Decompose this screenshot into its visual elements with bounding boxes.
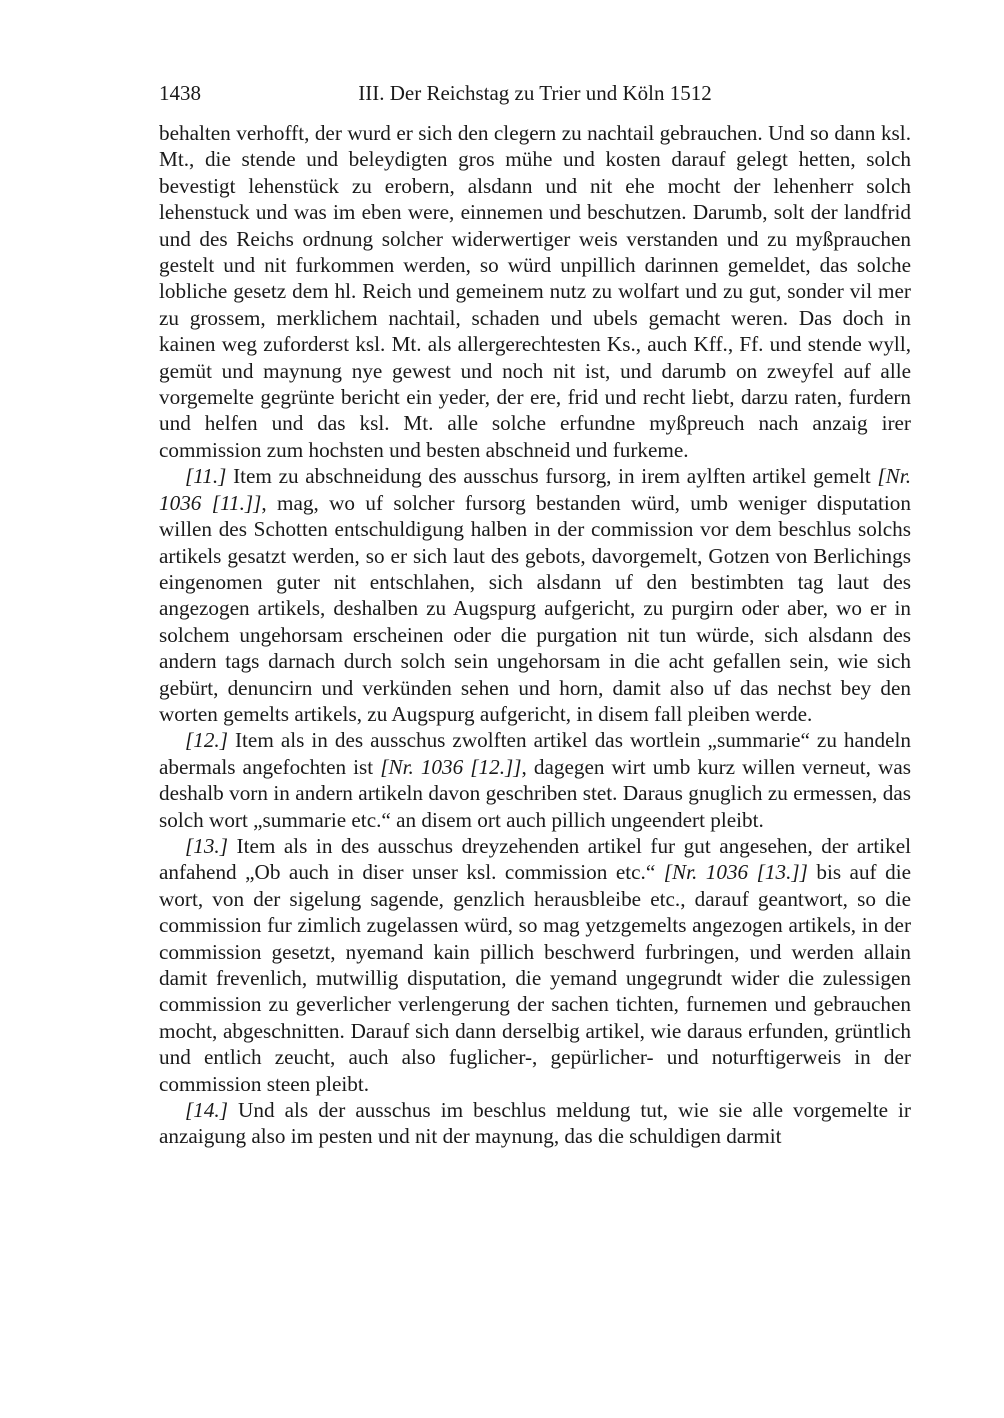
cross-reference: [Nr. 1036 [13.]] xyxy=(663,860,808,885)
paragraph-11 xyxy=(159,463,911,727)
paragraph-text: , dagegen wirt umb kurz willen verneut, was deshalb vorn in andern artikeln davon geschriben stet. Daraus gnuglich zu ermessen, das solch wort „summarie etc.“ an disem ort auch pillich ungeendert pleibt. xyxy=(159,754,911,832)
paragraph-text: behalten verhofft, der wurd er sich den clegern zu nachtail gebrauchen. Und so dann ksl. Mt., die stende und beleydigten gros mühe und kosten darauf gelegt hetten, solch bevestigt lehenstück zu erobern, alsdann und nit ehe mocht der lehenherr solch lehenstuck und was im eben were, einnemen und beschutzen. Darumb, solt der landfrid und des Reichs ordnung solcher widerwertiger weis verstanden und zu myßprauchen gestelt und nit furkommen werden, so würd unpillich darinnen gemeldet, das solche lobliche gesetz dem hl. Reich und gemeinem nutz zu wolfart und zu gut, sonder vil mer zu grossem, merklichem nachtail, schaden und ubels gemacht weren. Das doch in kainen weg zuforderst ksl. Mt. als allergerechtesten Ks., auch Kff., Ff. und stende wyll, gemüt und maynung nye gewest und noch nit ist, und darumb on zweyfel auf alle vorgemelte gegrünte bericht ein yeder, der ere, frid und recht liebt, darzu raten, furdern und helfen und das ksl. Mt. alle solche erfundne myßpreuch nach anzaig irer commission zum hochsten und besten abschneid und furkeme. xyxy=(159,121,911,462)
running-head xyxy=(159,78,911,108)
paragraph-text: Item als in des ausschus zwolften artikel das wortlein „summarie“ zu handeln abermals angefochten ist xyxy=(159,728,911,779)
paragraph-text: , mag, wo uf solcher fursorg bestanden würd, umb weniger disputation willen des Schotten entschuldigung halben in der commission vor dem beschlus solchs artikels gesatzt werden, so er sich laut des gebots, davorgemelt, Gotzen von Berlichings eingenomen guter nit entschlahen, sich alsdann uf den bestimbten tag laut des angezogen artikels, deshalben zu Augspurg aufgericht, zu purgirn oder aber, wo er in solchem ungehorsam erscheinen oder die purgation nit tun würde, sich alsdann des andern tags darnach durch solch sein ungehorsam in die acht gefallen sein, wie sich gebürt, denuncirn und verkünden sehen und horn, damit also uf das nechst bey den worten gemelts artikels, zu Augspurg aufgericht, in disem fall pleiben werde. xyxy=(159,490,911,726)
paragraph-text: Und als der ausschus im beschlus meldung tut, wie sie alle vorgemelte ir anzaigung also im pesten und nit der maynung, das die schuldigen darmit xyxy=(159,1098,911,1149)
paragraph-number: [14.] xyxy=(185,1098,228,1123)
page-number: 1438 xyxy=(159,81,201,105)
paragraph-text: Item als in des ausschus dreyzehenden artikel fur gut angesehen, der artikel anfahend „Ob auch in diser unser ksl. commission etc.“ xyxy=(159,833,911,885)
paragraph-13 xyxy=(159,833,911,1097)
paragraph-text: Item zu abschneidung des ausschus fursorg, in irem aylften artikel gemelt xyxy=(226,464,878,489)
running-title: III. Der Reichstag zu Trier und Köln 1512 xyxy=(358,81,712,105)
paragraph-12 xyxy=(159,727,911,833)
paragraph-14 xyxy=(159,1097,911,1150)
body-text xyxy=(159,120,911,1150)
cross-reference: [Nr. 1036 [11.]] xyxy=(159,464,911,515)
paragraph-text: bis auf die wort, von der sigelung sagende, genzlich herausbleibe etc., darauf geantwort, so die commission fur zimlich zugelassen würd, so mag yetzgemelts angezogen artikels, in der commission gesetzt, nyemand kain pillich beschwerd furbringen, und werden allain damit frevenlich, mutwillig disputation, die yemand ungegrundt wider die zulessigen commission zu geverlicher verlengerung der sachen tichten, furnemen und gebrauchen mocht, abgeschnitten. Darauf sich dann derselbig artikel, wie daraus erfunden, grüntlich und entlich zeucht, auch also fuglicher-, gepürlicher- und noturftigerweis in der commission steen pleibt. xyxy=(159,860,911,1096)
paragraph-continued xyxy=(159,120,911,463)
paragraph-number: [11.] xyxy=(185,464,227,489)
paragraph-number: [13.] xyxy=(185,833,228,858)
paragraph-number: [12.] xyxy=(185,728,228,753)
document-page xyxy=(159,78,911,1150)
cross-reference: [Nr. 1036 [12.]] xyxy=(380,754,522,779)
